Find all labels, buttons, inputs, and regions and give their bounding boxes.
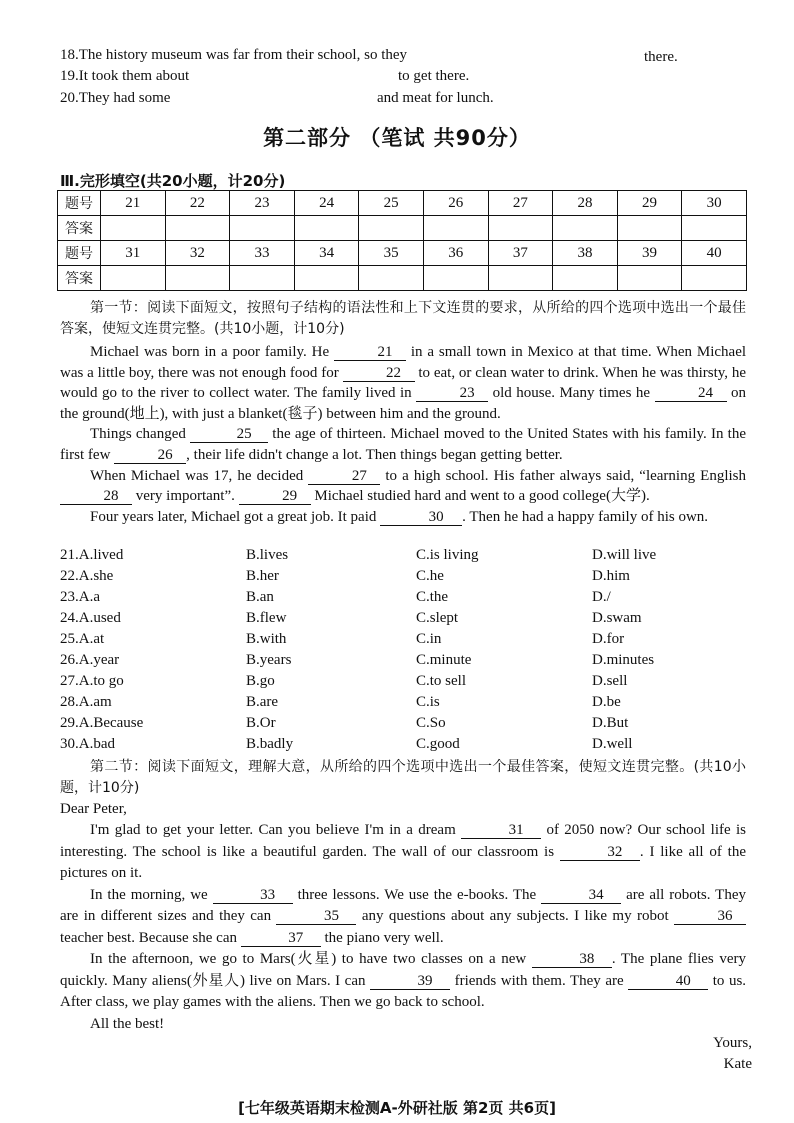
letter-text: any questions about any subjects. I like my robot bbox=[361, 908, 669, 924]
option-row bbox=[60, 610, 750, 630]
option-d[interactable]: D.But bbox=[592, 715, 629, 731]
grid-cell-number: 36 bbox=[423, 241, 488, 266]
option-row bbox=[60, 589, 750, 609]
blank-26[interactable]: 26 bbox=[114, 447, 186, 464]
letter-text: are all robots. They are in different sizes and they can bbox=[60, 886, 747, 924]
option-d[interactable]: D.will live bbox=[592, 547, 657, 563]
option-d[interactable]: D.be bbox=[592, 694, 621, 710]
grid-cell-number: 37 bbox=[488, 241, 553, 266]
option-a[interactable]: 26.A.year bbox=[60, 652, 120, 668]
blank-33[interactable]: 33 bbox=[213, 887, 293, 904]
blank-30[interactable]: 30 bbox=[380, 509, 462, 526]
option-row bbox=[60, 715, 750, 735]
letter-sign-name: Kate bbox=[723, 1056, 752, 1072]
letter-text: . The plane flies very quickly. Many aliens(外星人) live on Mars. I can bbox=[60, 951, 747, 989]
grid-cell-number: 39 bbox=[617, 241, 682, 266]
option-d[interactable]: D.him bbox=[592, 568, 630, 584]
letter-paragraph bbox=[60, 949, 746, 1014]
option-d[interactable]: D.minutes bbox=[592, 652, 655, 668]
grid-answer-cell[interactable] bbox=[488, 216, 553, 241]
grid-label-number: 题号 bbox=[58, 241, 101, 266]
option-b[interactable]: B.badly bbox=[246, 736, 294, 752]
grid-cell-number: 38 bbox=[553, 241, 618, 266]
blank-39[interactable]: 39 bbox=[370, 973, 450, 990]
blank-24[interactable]: 24 bbox=[655, 385, 727, 402]
question-19: 19.It took them about bbox=[60, 68, 190, 84]
question-20: 20.They had some bbox=[60, 90, 171, 106]
option-d[interactable]: D.well bbox=[592, 736, 633, 752]
option-row bbox=[60, 736, 750, 756]
blank-38[interactable]: 38 bbox=[532, 951, 612, 968]
grid-answer-cell[interactable] bbox=[230, 216, 295, 241]
grid-row-answer-1 bbox=[58, 216, 747, 241]
grid-answer-cell[interactable] bbox=[617, 216, 682, 241]
option-b[interactable]: B.her bbox=[246, 568, 279, 584]
question-18-end: there. bbox=[644, 49, 678, 65]
blank-27[interactable]: 27 bbox=[308, 468, 380, 485]
passage-text: Things changed bbox=[90, 426, 186, 443]
option-b[interactable]: B.with bbox=[246, 631, 287, 647]
passage-text: the age of thirteen. Michael moved to the United States with his family. In the first few bbox=[60, 426, 747, 463]
grid-cell-number: 29 bbox=[617, 191, 682, 216]
letter-text: . I like all of the pictures on it. bbox=[60, 843, 746, 881]
grid-answer-cell[interactable] bbox=[101, 216, 166, 241]
option-c[interactable]: C.the bbox=[416, 589, 449, 605]
passage-1-paragraph bbox=[60, 342, 746, 424]
question-18-text: 18.The history museum was far from their school, so they bbox=[60, 47, 408, 63]
letter-body bbox=[60, 820, 746, 1035]
option-row bbox=[60, 631, 750, 651]
blank-36[interactable]: 36 bbox=[674, 908, 746, 925]
grid-cell-number: 34 bbox=[294, 241, 359, 266]
option-c[interactable]: C.he bbox=[416, 568, 444, 584]
passage-text: in a small town in Mexico at that time. When Michael was a little boy, there was not enough food for bbox=[60, 344, 747, 381]
option-row bbox=[60, 547, 750, 567]
option-c[interactable]: C.slept bbox=[416, 610, 459, 626]
option-row bbox=[60, 673, 750, 693]
grid-cell-number: 21 bbox=[101, 191, 166, 216]
letter-text: friends with them. They are bbox=[454, 972, 624, 989]
letter-text: of 2050 now? Our school life is interesting. The school is like a beautiful garden. The wall of our classroom is bbox=[60, 822, 747, 860]
letter-text: In the morning, we bbox=[90, 886, 208, 903]
passage-text: to a high school. His father always said, “learning English bbox=[385, 467, 747, 484]
question-19-end: to get there. bbox=[398, 68, 470, 84]
page-footer: [七年级英语期末检测A-外研社版 第2页 共6页] bbox=[238, 1099, 556, 1117]
grid-cell-number: 31 bbox=[101, 241, 166, 266]
grid-answer-cell[interactable] bbox=[617, 266, 682, 291]
option-b[interactable]: B.go bbox=[246, 673, 275, 689]
option-b[interactable]: B.are bbox=[246, 694, 279, 710]
grid-cell-number: 25 bbox=[359, 191, 424, 216]
option-row bbox=[60, 694, 750, 714]
letter-text: teacher best. Because she can bbox=[60, 929, 237, 946]
option-c[interactable]: C.to sell bbox=[416, 673, 467, 689]
letter-text: In the afternoon, we go to Mars(火星) to have two classes on a new bbox=[90, 951, 527, 967]
blank-40[interactable]: 40 bbox=[628, 973, 708, 990]
blank-28[interactable]: 28 bbox=[60, 488, 132, 505]
passage-1-paragraph bbox=[60, 424, 746, 465]
option-b[interactable]: B.lives bbox=[246, 547, 289, 563]
option-c[interactable]: C.is living bbox=[416, 547, 479, 563]
option-a[interactable]: 21.A.lived bbox=[60, 547, 124, 563]
grid-cell-number: 23 bbox=[230, 191, 295, 216]
blank-25[interactable]: 25 bbox=[190, 426, 268, 443]
passage-text: on the ground(地上), with just a blanket(毯子) between him and the ground. bbox=[60, 385, 746, 422]
letter-text: to us. After class, we play games with the aliens. Then we go back to school. bbox=[60, 972, 747, 1010]
grid-answer-cell[interactable] bbox=[359, 216, 424, 241]
passage-text: When Michael was 17, he decided bbox=[90, 467, 304, 484]
letter-text: I'm glad to get your letter. Can you believe I'm in a dream bbox=[90, 822, 456, 838]
grid-cell-number: 35 bbox=[359, 241, 424, 266]
passage-text: very important”. bbox=[135, 488, 235, 505]
grid-answer-cell[interactable] bbox=[230, 266, 295, 291]
grid-cell-number: 32 bbox=[165, 241, 230, 266]
grid-cell-number: 28 bbox=[553, 191, 618, 216]
grid-answer-cell[interactable] bbox=[294, 216, 359, 241]
letter-paragraph bbox=[60, 820, 746, 885]
grid-answer-cell[interactable] bbox=[165, 266, 230, 291]
option-a[interactable]: 29.A.Because bbox=[60, 715, 144, 731]
option-b[interactable]: B.Or bbox=[246, 715, 276, 731]
passage-text: Four years later, Michael got a great job. It paid bbox=[90, 508, 377, 525]
option-a[interactable]: 23.A.a bbox=[60, 589, 100, 605]
part1-instruction: 第一节：阅读下面短文，按照句子结构的语法性和上下文连贯的要求，从所给的四个选项中选出一个最佳答案，使短文连贯完整。(共10小题，计10分) bbox=[60, 300, 746, 337]
letter-paragraph bbox=[60, 885, 746, 950]
grid-answer-cell[interactable] bbox=[165, 216, 230, 241]
grid-row-number-2 bbox=[58, 241, 747, 266]
option-a[interactable]: 27.A.to go bbox=[60, 673, 124, 689]
option-c[interactable]: C.So bbox=[416, 715, 446, 731]
grid-answer-cell[interactable] bbox=[359, 266, 424, 291]
option-c[interactable]: C.in bbox=[416, 631, 442, 647]
passage-text: , their life didn't change a lot. Then things began getting better. bbox=[186, 446, 563, 463]
passage-1-paragraph bbox=[60, 466, 746, 507]
letter-sign-yours: Yours, bbox=[713, 1035, 752, 1051]
answer-grid bbox=[57, 190, 747, 291]
grid-cell-number: 22 bbox=[165, 191, 230, 216]
option-b[interactable]: B.years bbox=[246, 652, 292, 668]
option-a[interactable]: 28.A.am bbox=[60, 694, 112, 710]
option-c[interactable]: C.minute bbox=[416, 652, 472, 668]
blank-34[interactable]: 34 bbox=[541, 887, 621, 904]
option-a[interactable]: 24.A.used bbox=[60, 610, 121, 626]
part-title: 第二部分 （笔试 共90分） bbox=[263, 126, 531, 150]
grid-row-answer-2 bbox=[58, 266, 747, 291]
option-a[interactable]: 25.A.at bbox=[60, 631, 105, 647]
section-heading: Ⅲ.完形填空(共20小题，计20分) bbox=[60, 172, 286, 190]
option-b[interactable]: B.flew bbox=[246, 610, 287, 626]
grid-cell-number: 26 bbox=[423, 191, 488, 216]
part2-instruction: 第二节：阅读下面短文，理解大意，从所给的四个选项中选出一个最佳答案，使短文连贯完整。(共10小题，计10分) bbox=[60, 759, 746, 796]
passage-1-paragraph bbox=[60, 507, 746, 528]
grid-label-number: 题号 bbox=[58, 191, 101, 216]
option-row bbox=[60, 568, 750, 588]
grid-answer-cell[interactable] bbox=[553, 266, 618, 291]
passage-text: to eat, or clean water to drink. When he was thirsty, he would go to the river to collect water. The family lived in bbox=[60, 364, 747, 402]
question-20-end: and meat for lunch. bbox=[377, 90, 494, 106]
option-c[interactable]: C.is bbox=[416, 694, 440, 710]
grid-answer-cell[interactable] bbox=[423, 216, 488, 241]
grid-answer-cell[interactable] bbox=[553, 216, 618, 241]
blank-21[interactable]: 21 bbox=[334, 344, 406, 361]
passage-text: Michael was born in a poor family. He bbox=[90, 344, 330, 360]
grid-row-number-1 bbox=[58, 191, 747, 216]
option-b[interactable]: B.an bbox=[246, 589, 274, 605]
option-row bbox=[60, 652, 750, 672]
grid-cell-number: 40 bbox=[682, 241, 747, 266]
option-a[interactable]: 30.A.bad bbox=[60, 736, 115, 752]
blank-22[interactable]: 22 bbox=[343, 365, 415, 382]
blank-37[interactable]: 37 bbox=[241, 930, 321, 947]
grid-cell-number: 33 bbox=[230, 241, 295, 266]
grid-answer-cell[interactable] bbox=[682, 216, 747, 241]
grid-label-answer: 答案 bbox=[58, 266, 101, 291]
passage-text: old house. Many times he bbox=[492, 385, 651, 402]
grid-answer-cell[interactable] bbox=[682, 266, 747, 291]
letter-greeting: Dear Peter, bbox=[60, 801, 127, 817]
grid-label-answer: 答案 bbox=[58, 216, 101, 241]
blank-23[interactable]: 23 bbox=[416, 385, 488, 402]
question-18 bbox=[60, 46, 407, 64]
option-d[interactable]: D.sell bbox=[592, 673, 628, 689]
passage-text: Michael studied hard and went to a good college(大学). bbox=[314, 488, 650, 505]
option-c[interactable]: C.good bbox=[416, 736, 460, 752]
option-a[interactable]: 22.A.she bbox=[60, 568, 114, 584]
grid-answer-cell[interactable] bbox=[423, 266, 488, 291]
grid-cell-number: 30 bbox=[682, 191, 747, 216]
blank-29[interactable]: 29 bbox=[239, 488, 311, 505]
letter-closing: All the best! bbox=[90, 1015, 165, 1032]
letter-text: three lessons. We use the e-books. The bbox=[297, 886, 537, 903]
option-d[interactable]: D.swam bbox=[592, 610, 642, 626]
grid-answer-cell[interactable] bbox=[294, 266, 359, 291]
grid-answer-cell[interactable] bbox=[488, 266, 553, 291]
option-d[interactable]: D./ bbox=[592, 589, 611, 605]
passage-text: . Then he had a happy family of his own. bbox=[462, 508, 709, 525]
blank-31[interactable]: 31 bbox=[461, 822, 541, 839]
passage-1 bbox=[60, 342, 746, 527]
blank-32[interactable]: 32 bbox=[560, 844, 640, 861]
blank-35[interactable]: 35 bbox=[276, 908, 356, 925]
grid-cell-number: 24 bbox=[294, 191, 359, 216]
option-d[interactable]: D.for bbox=[592, 631, 625, 647]
grid-cell-number: 27 bbox=[488, 191, 553, 216]
letter-text: the piano very well. bbox=[324, 929, 444, 946]
grid-answer-cell[interactable] bbox=[101, 266, 166, 291]
